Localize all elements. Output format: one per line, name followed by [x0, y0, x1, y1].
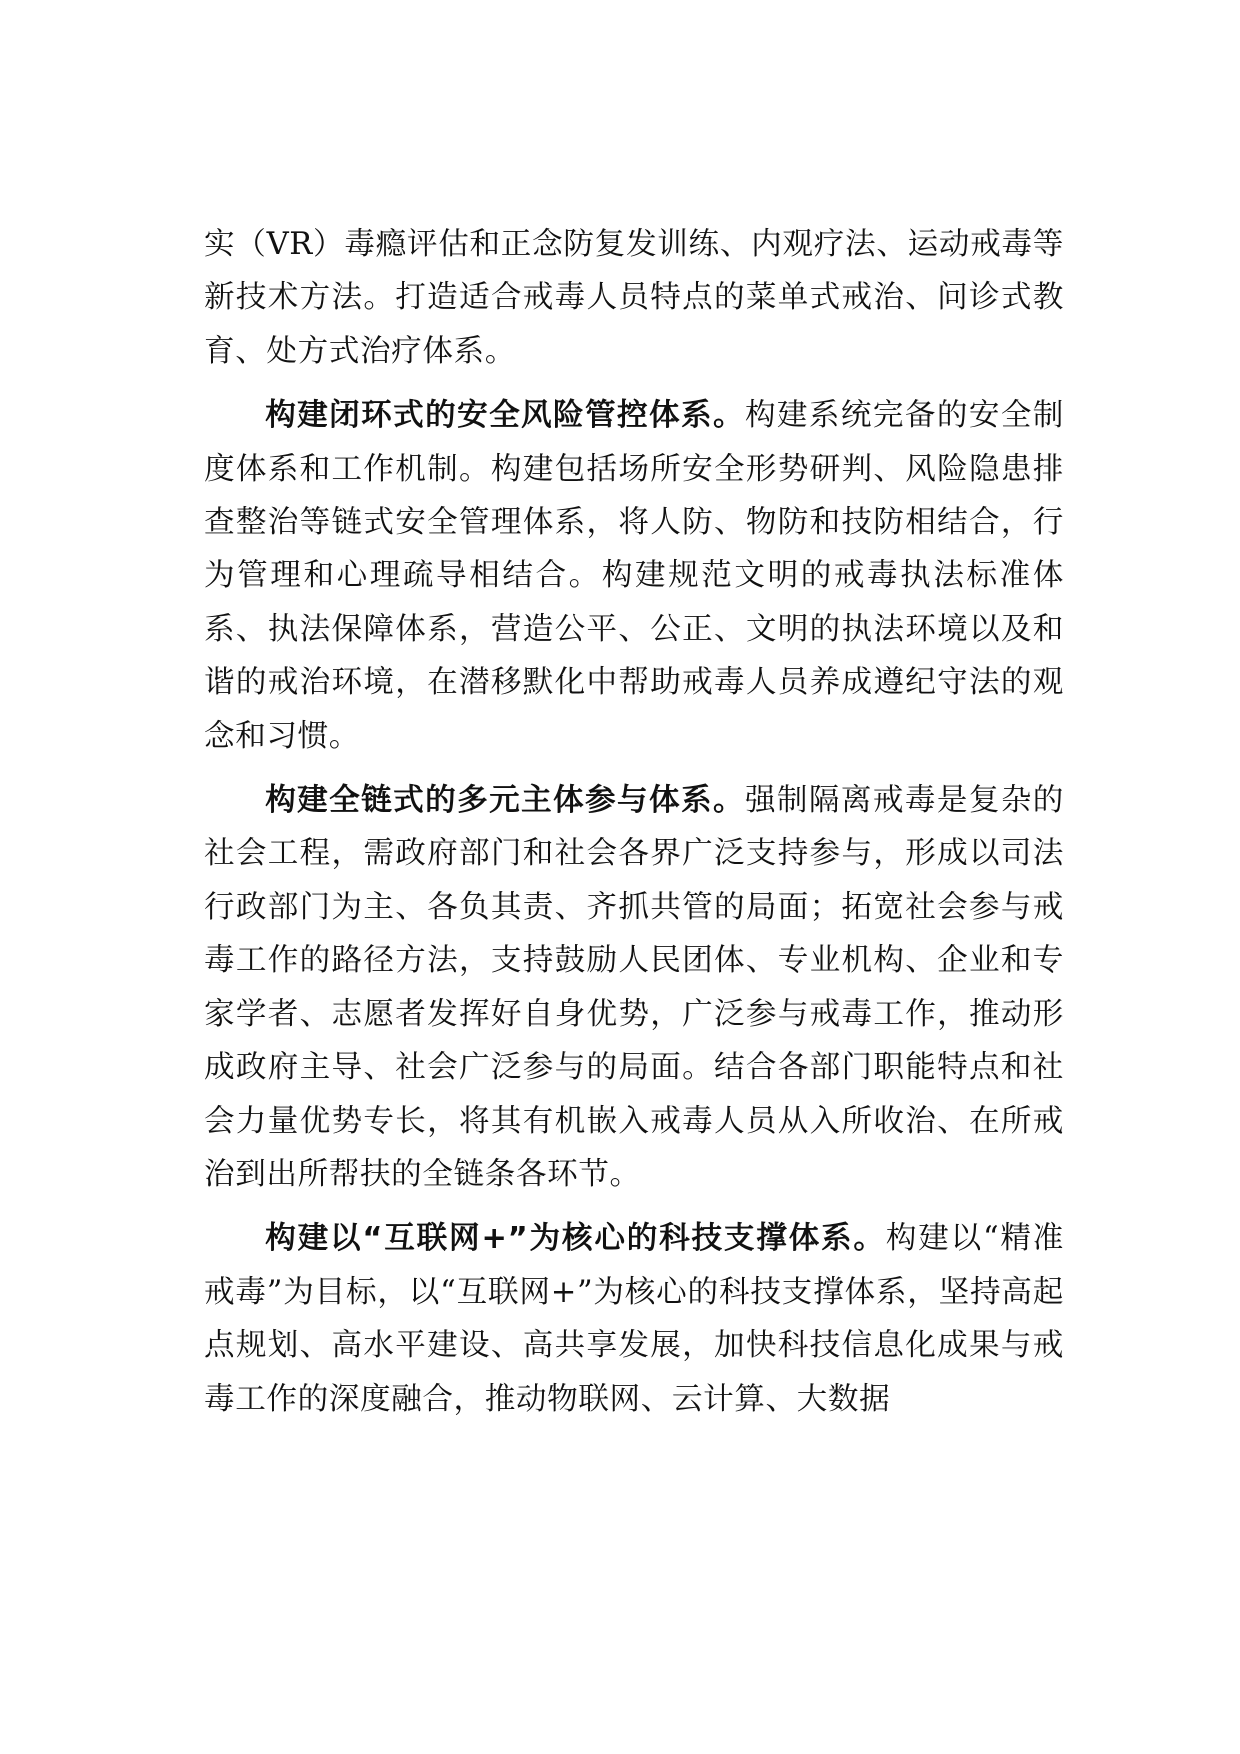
- paragraph-heading: 构建闭环式的安全风险管控体系。: [265, 398, 745, 434]
- paragraph-text: 实（VR）毒瘾评估和正念防复发训练、内观疗法、运动戒毒等新技术方法。打造适合戒毒人员特点的菜单式戒治、问诊式教育、处方式治疗体系。: [204, 227, 1064, 369]
- paragraph-text: 强制隔离戒毒是复杂的社会工程，需政府部门和社会各界广泛支持参与，形成以司法行政部门为主、各负其责、齐抓共管的局面；拓宽社会参与戒毒工作的路径方法，支持鼓励人民团体、专业机构、企业和专家学者、志愿者发挥好自身优势，广泛参与戒毒工作，推动形成政府主导、社会广泛参与的局面。结合各部门职能特点和社会力量优势专长，将其有机嵌入戒毒人员从入所收治、在所戒治到出所帮扶的全链条各环节。: [204, 783, 1065, 1192]
- paragraph-continuation: [204, 218, 1064, 378]
- paragraph-text: 构建系统完备的安全制度体系和工作机制。构建包括场所安全形势研判、风险隐患排查整治等链式安全管理体系，将人防、物防和技防相结合，行为管理和心理疏导相结合。构建规范文明的戒毒执法标准体系、执法保障体系，营造公平、公正、文明的执法环境以及和谐的戒治环境，在潜移默化中帮助戒毒人员养成遵纪守法的观念和习惯。: [204, 398, 1065, 754]
- paragraph-heading: 构建全链式的多元主体参与体系。: [265, 783, 745, 819]
- paragraph-safety-risk-control: [204, 389, 1064, 763]
- paragraph-multi-party-participation: [204, 774, 1064, 1201]
- paragraph-tech-support: [204, 1212, 1064, 1426]
- paragraph-text: 构建以“精准戒毒”为目标，以“互联网+”为核心的科技支撑体系，坚持高起点规划、高水平建设、高共享发展，加快科技信息化成果与戒毒工作的深度融合，推动物联网、云计算、大数据: [204, 1221, 1064, 1417]
- paragraph-heading: 构建以“互联网+”为核心的科技支撑体系。: [265, 1221, 886, 1257]
- document-body: [204, 218, 1064, 1437]
